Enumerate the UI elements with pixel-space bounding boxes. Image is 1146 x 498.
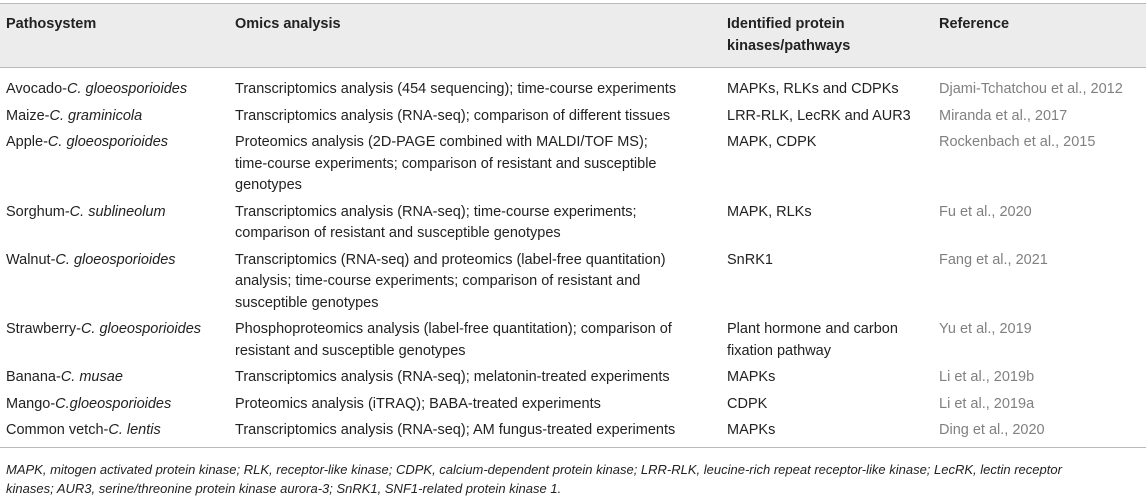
cell-omics-analysis xyxy=(229,68,727,106)
omics-line: Transcriptomics analysis (454 sequencing); time-course experiments xyxy=(235,81,677,97)
cell-reference[interactable]: Li et al., 2019b xyxy=(939,369,1035,385)
pathosystem-pathogen: C. gloeosporioides xyxy=(67,81,188,97)
omics-line: Transcriptomics analysis (RNA-seq); time-course experiments; xyxy=(235,203,637,220)
pathosystem-host: Strawberry- xyxy=(6,321,81,337)
kinases-line: MAPKs xyxy=(727,369,776,385)
cell-reference[interactable]: Fang et al., 2021 xyxy=(939,251,1048,268)
cell-pathosystem xyxy=(0,202,229,250)
header-omics-analysis: Omics analysis xyxy=(229,4,727,68)
header-reference: Reference xyxy=(939,4,1146,68)
cell-omics-analysis xyxy=(229,132,727,202)
omics-line: analysis; time-course experiments; comparison of resistant and xyxy=(235,273,641,289)
cell-omics-analysis xyxy=(229,394,727,421)
kinases-line: SnRK1 xyxy=(727,251,773,268)
pathosystem-host: Walnut- xyxy=(6,251,56,268)
header-protein-kinases xyxy=(727,4,939,68)
omics-line: resistant and susceptible genotypes xyxy=(235,342,466,359)
cell-omics-analysis xyxy=(229,106,727,133)
header-kinases-line2: kinases/pathways xyxy=(727,37,851,54)
header-pathosystem: Pathosystem xyxy=(0,4,229,68)
pathosystem-pathogen: C. lentis xyxy=(108,422,161,438)
table-row xyxy=(0,202,1146,250)
cell-reference[interactable]: Rockenbach et al., 2015 xyxy=(939,134,1096,150)
cell-omics-analysis xyxy=(229,250,727,320)
cell-protein-kinases xyxy=(727,250,939,320)
cell-protein-kinases xyxy=(727,132,939,202)
omics-line: genotypes xyxy=(235,177,302,193)
omics-line: Transcriptomics analysis (RNA-seq); AM fungus-treated experiments xyxy=(235,422,676,438)
cell-pathosystem xyxy=(0,367,229,394)
cell-reference[interactable]: Miranda et al., 2017 xyxy=(939,107,1068,124)
kinases-line: MAPK, CDPK xyxy=(727,134,817,150)
pathosystem-host: Sorghum- xyxy=(6,203,70,220)
cell-pathosystem xyxy=(0,106,229,133)
cell-protein-kinases xyxy=(727,420,939,447)
cell-pathosystem xyxy=(0,68,229,106)
cell-pathosystem xyxy=(0,394,229,421)
table-row xyxy=(0,319,1146,367)
pathosystem-host: Common vetch- xyxy=(6,422,109,438)
cell-omics-analysis xyxy=(229,319,727,367)
kinases-line: LRR-RLK, LecRK and AUR3 xyxy=(727,107,911,124)
pathosystem-pathogen: C. gloeosporioides xyxy=(47,134,169,150)
table-row xyxy=(0,106,1146,133)
kinases-line: Plant hormone and carbon xyxy=(727,321,898,337)
omics-line: Proteomics analysis (2D-PAGE combined with MALDI/TOF MS); xyxy=(235,134,648,150)
pathosystem-pathogen: C. graminicola xyxy=(49,107,143,124)
cell-protein-kinases xyxy=(727,394,939,421)
cell-pathosystem xyxy=(0,319,229,367)
pathosystem-host: Maize- xyxy=(6,107,50,124)
cell-reference[interactable]: Djami-Tchatchou et al., 2012 xyxy=(939,81,1123,97)
table-body xyxy=(0,68,1146,448)
omics-line: Transcriptomics analysis (RNA-seq); comparison of different tissues xyxy=(235,107,671,124)
pathosystem-pathogen: C. sublineolum xyxy=(69,203,166,220)
table-row xyxy=(0,420,1146,447)
table-row xyxy=(0,394,1146,421)
omics-line: Transcriptomics analysis (RNA-seq); melatonin-treated experiments xyxy=(235,369,670,385)
omics-line: time-course experiments; comparison of resistant and susceptible xyxy=(235,155,657,172)
cell-pathosystem xyxy=(0,420,229,447)
footnote-line-1: MAPK, mitogen activated protein kinase; RLK, receptor-like kinase; CDPK, calcium-dependent protein kinase; LRR-RLK, leucine-rich repeat receptor-like kinase; LecRK, lectin receptor xyxy=(6,462,1062,477)
cell-omics-analysis xyxy=(229,202,727,250)
pathosystem-pathogen: C.gloeosporioides xyxy=(55,395,172,412)
table-row xyxy=(0,367,1146,394)
table-row xyxy=(0,250,1146,320)
table-row xyxy=(0,68,1146,106)
pathosystem-pathogen: C. musae xyxy=(60,369,123,385)
cell-protein-kinases xyxy=(727,106,939,133)
table-footnote xyxy=(6,460,1142,498)
omics-line: Phosphoproteomics analysis (label-free quantitation); comparison of xyxy=(235,321,672,337)
cell-reference[interactable]: Fu et al., 2020 xyxy=(939,203,1032,220)
cell-omics-analysis xyxy=(229,420,727,447)
omics-line: susceptible genotypes xyxy=(235,294,379,311)
kinases-line: fixation pathway xyxy=(727,342,831,359)
cell-pathosystem xyxy=(0,250,229,320)
kinase-omics-table xyxy=(0,3,1146,448)
kinases-line: MAPKs, RLKs and CDPKs xyxy=(727,81,899,97)
cell-reference[interactable]: Li et al., 2019a xyxy=(939,395,1035,412)
cell-protein-kinases xyxy=(727,367,939,394)
kinases-line: CDPK xyxy=(727,395,768,412)
pathosystem-host: Apple- xyxy=(6,134,48,150)
omics-line: comparison of resistant and susceptible genotypes xyxy=(235,225,561,241)
cell-protein-kinases xyxy=(727,68,939,106)
footnote-line-2: kinases; AUR3, serine/threonine protein kinase aurora-3; SnRK1, SNF1-related protein kinase 1. xyxy=(6,481,562,496)
omics-line: Transcriptomics (RNA-seq) and proteomics (label-free quantitation) xyxy=(235,251,666,268)
pathosystem-host: Avocado- xyxy=(6,81,67,97)
pathosystem-pathogen: C. gloeosporioides xyxy=(80,321,202,337)
pathosystem-host: Mango- xyxy=(6,395,56,412)
cell-protein-kinases xyxy=(727,319,939,367)
kinases-line: MAPKs xyxy=(727,422,776,438)
cell-omics-analysis xyxy=(229,367,727,394)
cell-reference[interactable]: Yu et al., 2019 xyxy=(939,321,1032,337)
table-row xyxy=(0,132,1146,202)
header-kinases-line1: Identified protein xyxy=(727,16,845,32)
pathosystem-host: Banana- xyxy=(6,369,61,385)
cell-pathosystem xyxy=(0,132,229,202)
cell-reference[interactable]: Ding et al., 2020 xyxy=(939,420,1146,447)
table-header-row xyxy=(0,4,1146,68)
kinases-line: MAPK, RLKs xyxy=(727,203,812,220)
pathosystem-pathogen: C. gloeosporioides xyxy=(55,251,176,268)
cell-protein-kinases xyxy=(727,202,939,250)
omics-line: Proteomics analysis (iTRAQ); BABA-treated experiments xyxy=(235,395,601,412)
